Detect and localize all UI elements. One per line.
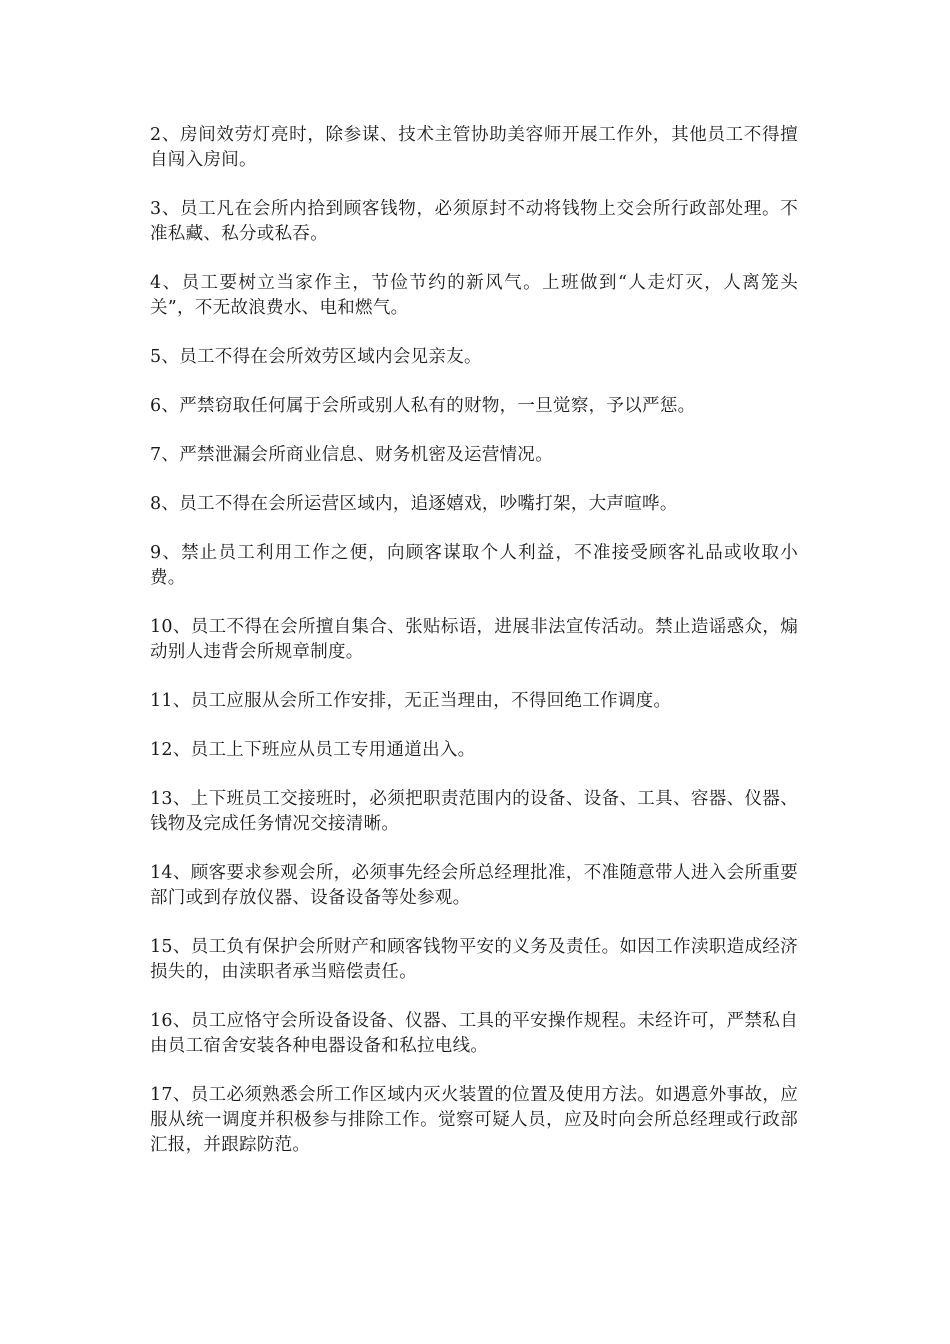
- rule-item: 15、员工负有保护会所财产和顾客钱物平安的义务及责任。如因工作渎职造成经济损失的，由渎职者承当赔偿责任。: [150, 937, 798, 982]
- rule-item: 12、员工上下班应从员工专用通道出入。: [150, 740, 476, 760]
- rule-item: 9、禁止员工利用工作之便，向顾客谋取个人利益，不准接受顾客礼品或收取小费。: [150, 543, 798, 588]
- rule-item: 3、员工凡在会所内拾到顾客钱物，必须原封不动将钱物上交会所行政部处理。不准私藏、私分或私吞。: [150, 199, 798, 244]
- rule-item: 8、员工不得在会所运营区域内，追逐嬉戏，吵嘴打架，大声喧哗。: [150, 494, 678, 514]
- rule-item: 4、员工要树立当家作主，节俭节约的新风气。上班做到“人走灯灭，人离笼头关”，不无故浪费水、电和燃气。: [150, 273, 798, 318]
- rule-item: 13、上下班员工交接班时，必须把职责范围内的设备、设备、工具、容器、仪器、钱物及完成任务情况交接清晰。: [150, 789, 798, 834]
- rule-item: 5、员工不得在会所效劳区域内会见亲友。: [150, 347, 482, 367]
- rule-item: 11、员工应服从会所工作安排，无正当理由，不得回绝工作调度。: [150, 691, 672, 711]
- rule-item: 16、员工应恪守会所设备设备、仪器、工具的平安操作规程。未经许可，严禁私自由员工宿舍安装各种电器设备和私拉电线。: [150, 1011, 798, 1056]
- rule-item: 17、员工必须熟悉会所工作区域内灭火装置的位置及使用方法。如遇意外事故，应服从统一调度并积极参与排除工作。觉察可疑人员，应及时向会所总经理或行政部汇报，并跟踪防范。: [150, 1085, 798, 1155]
- rules-list: [150, 123, 798, 1182]
- rule-item: 14、顾客要求参观会所，必须事先经会所总经理批准，不准随意带人进入会所重要部门或到存放仪器、设备设备等处参观。: [150, 863, 798, 908]
- rule-item: 7、严禁泄漏会所商业信息、财务机密及运营情况。: [150, 445, 554, 465]
- rule-item: 10、员工不得在会所擅自集合、张贴标语，进展非法宣传活动。禁止造谣惑众，煽动别人违背会所规章制度。: [150, 617, 798, 662]
- rule-item: 2、房间效劳灯亮时，除参谋、技术主管协助美容师开展工作外，其他员工不得擅自闯入房间。: [150, 125, 798, 170]
- rule-item: 6、严禁窃取任何属于会所或别人私有的财物，一旦觉察，予以严惩。: [150, 396, 696, 416]
